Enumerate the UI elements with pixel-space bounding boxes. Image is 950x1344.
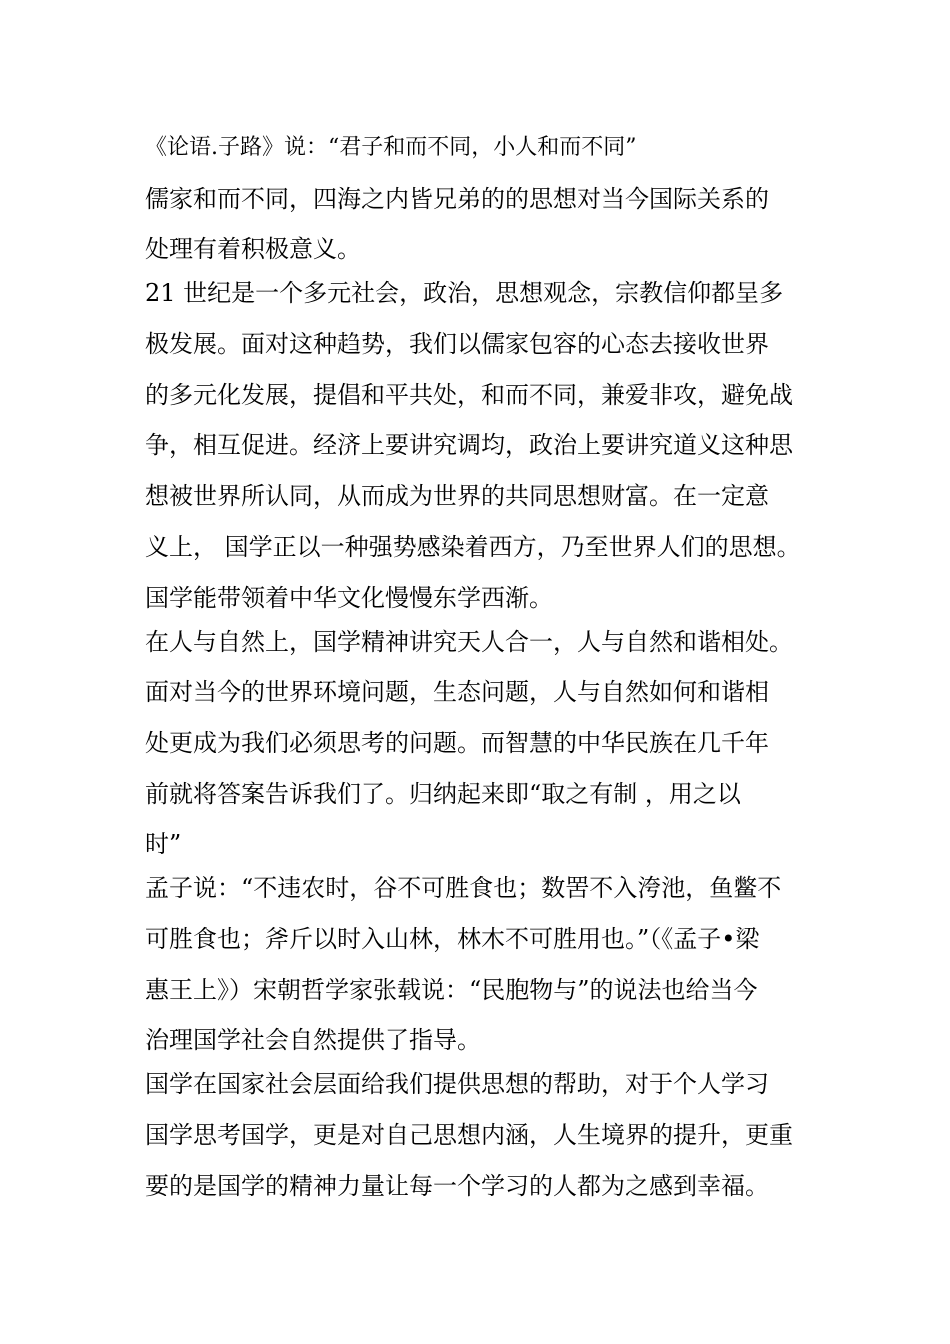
text-line: 《论语.子路》说：“君子和而不同，小人和而不同” [145,135,637,160]
text-line: 义上， 国学正以一种强势感染着西方，乃至世界人们的思想。 [145,532,801,561]
document-body [145,123,825,1211]
text-line: 在人与自然上，国学精神讲究天人合一，人与自然和谐相处。 [145,627,793,656]
text-line: 21 世纪是一个多元社会，政治，思想观念，宗教信仰都呈多 [145,279,784,308]
text-line: 争，相互促进。经济上要讲究调均，政治上要讲究道义这种思 [145,431,793,460]
text-line: 极发展。面对这种趋势，我们以儒家包容的心态去接收世界 [145,330,769,359]
text-line: 国学能带领着中华文化慢慢东学西渐。 [145,583,553,612]
text-line: 惠王上》）宋朝哲学家张载说：“民胞物与”的说法也给当今 [145,975,758,1004]
text-line: 国学思考国学，更是对自己思想内涵，人生境界的提升，更重 [145,1121,793,1149]
text-line: 时” [145,830,182,859]
text-line: 处更成为我们必须思考的问题。而智慧的中华民族在几千年 [145,728,769,757]
text-line: 前就将答案告诉我们了。归纳起来即“取之有制 ，用之以 [145,779,741,808]
text-line: 国学在国家社会层面给我们提供思想的帮助，对于个人学习 [145,1070,769,1099]
text-line: 的多元化发展，提倡和平共处，和而不同，兼爱非攻，避免战 [145,380,793,409]
text-line: 儒家和而不同，四海之内皆兄弟的的思想对当今国际关系的 [145,184,769,213]
text-line: 想被世界所认同，从而成为世界的共同思想财富。在一定意 [145,482,769,511]
text-line: 面对当今的世界环境问题，生态问题，人与自然如何和谐相 [145,678,769,707]
text-line: 处理有着积极意义。 [145,235,361,264]
text-line: 治理国学社会自然提供了指导。 [145,1026,481,1055]
text-line: 孟子说：“不违农时，谷不可胜食也；数罟不入洿池，鱼鳖不 [145,874,782,903]
text-line: 可胜食也；斧斤以时入山林，林木不可胜用也。”（《孟子•梁 [145,924,760,953]
text-line: 要的是国学的精神力量让每一个学习的人都为之感到幸福。 [145,1171,769,1200]
